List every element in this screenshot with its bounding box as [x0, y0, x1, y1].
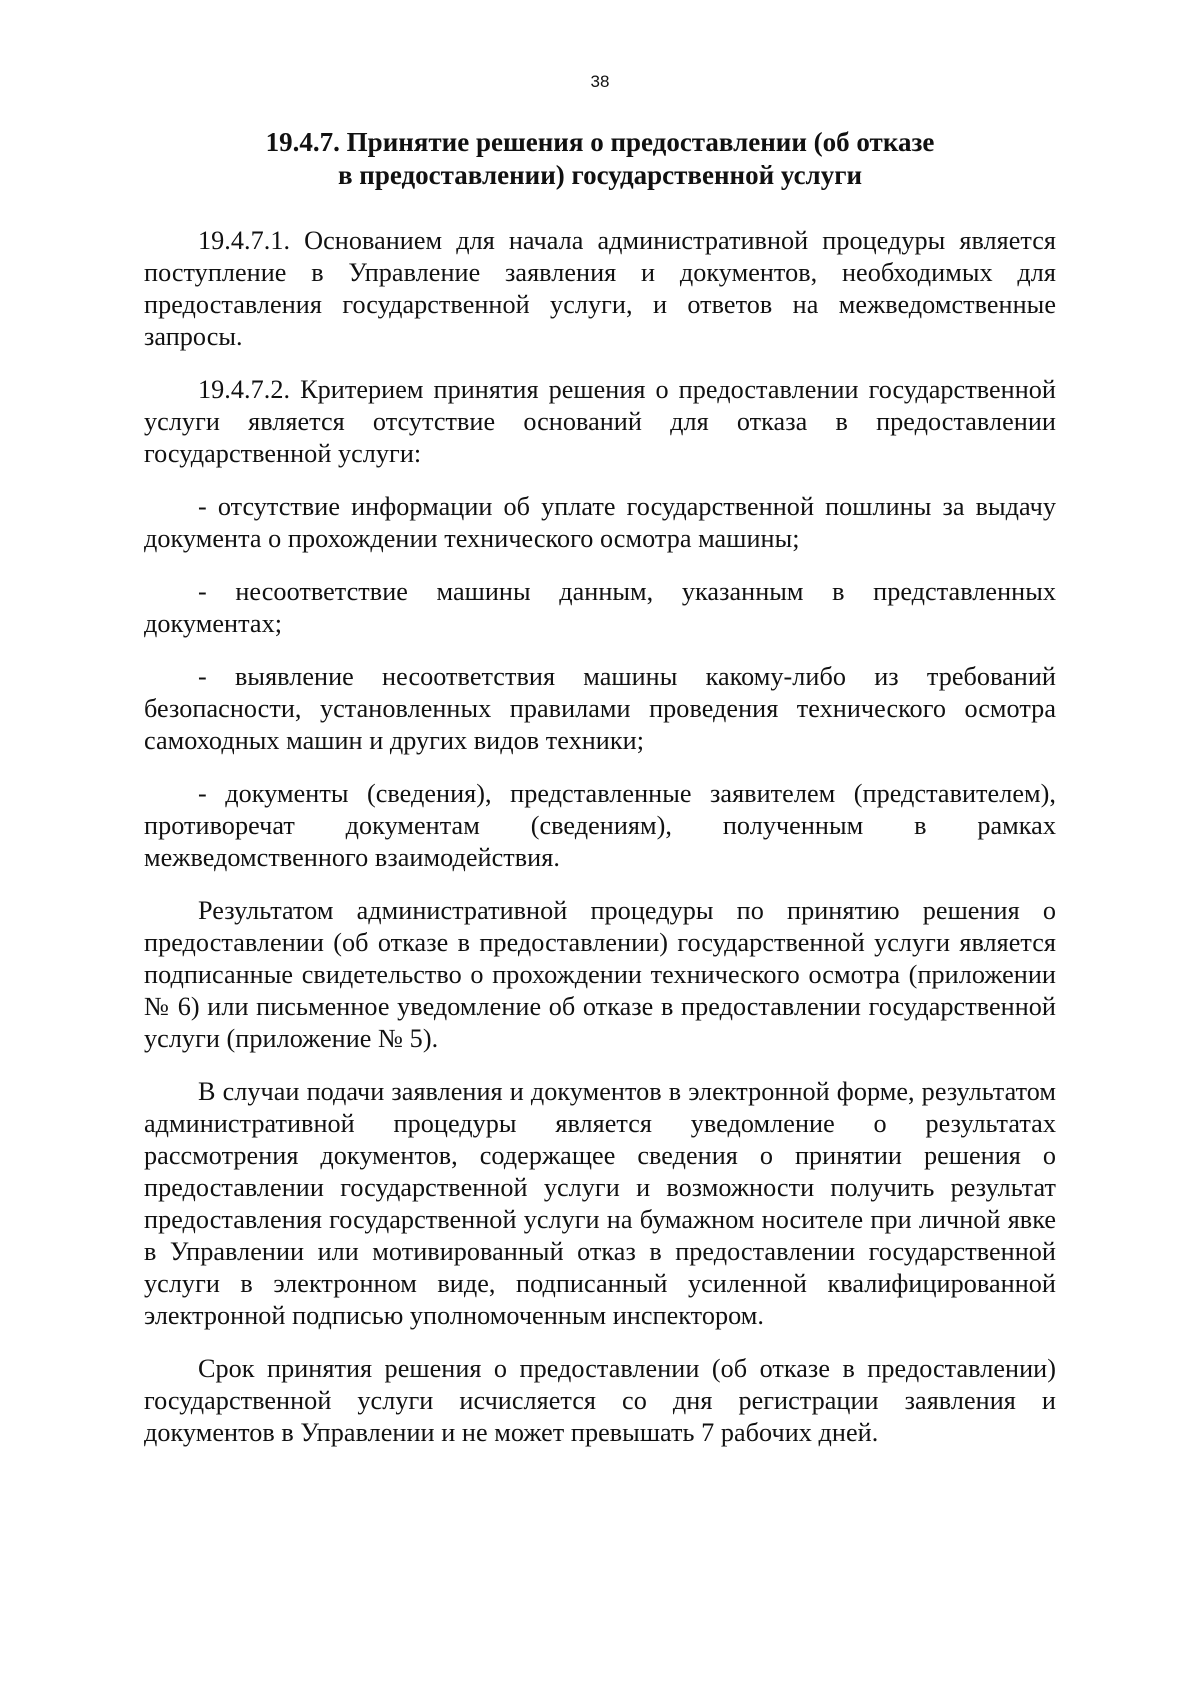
paragraph-criterion: 19.4.7.2. Критерием принятия решения о предоставлении государственной услуги является отсутствие оснований для отказа в предоставлении государственной услуги:	[144, 375, 1056, 468]
section-title-line-2: в предоставлении) государственной услуги	[337, 160, 863, 190]
paragraph-result: Результатом административной процедуры по принятию решения о предоставлении (об отказе в предоставлении) государственной услуги является подписанные свидетельство о прохождении технического осмотра (приложении № 6) или письменное уведомление об отказе в предоставлении государственной услуги (приложение № 5).	[144, 896, 1056, 1053]
page-number: 38	[590, 72, 610, 91]
list-item-document-contradiction: - документы (сведения), представленные заявителем (представителем), противоречат документам (сведениям), полученным в рамках межведомственного взаимодействия.	[144, 779, 1056, 872]
paragraph-electronic-form: В случаи подачи заявления и документов в электронной форме, результатом административной процедуры является уведомление о результатах рассмотрения документов, содержащее сведения о принятии решения о предоставлении государственной услуги и возможности получить результат предоставления государственной услуги на бумажном носителе при личной явке в Управлении или мотивированный отказ в предоставлении государственной услуги в электронном виде, подписанный усиленной квалифицированной электронной подписью уполномоченным инспектором.	[144, 1077, 1056, 1330]
list-item-safety-noncompliance: - выявление несоответствия машины какому-либо из требований безопасности, установленных правилами проведения технического осмотра самоходных машин и других видов техники;	[144, 662, 1056, 755]
section-title	[144, 126, 1056, 192]
paragraph-basis: 19.4.7.1. Основанием для начала административной процедуры является поступление в Управление заявления и документов, необходимых для предоставления государственной услуги, и ответов на межведомственные запросы.	[144, 226, 1056, 351]
section-title-line-1: 19.4.7. Принятие решения о предоставлении (об отказе	[265, 127, 935, 157]
list-item-no-fee-info: - отсутствие информации об уплате государственной пошлины за выдачу документа о прохождении технического осмотра машины;	[144, 492, 1056, 553]
paragraph-deadline: Срок принятия решения о предоставлении (об отказе в предоставлении) государственной услуги исчисляется со дня регистрации заявления и документов в Управлении и не может превышать 7 рабочих дней.	[144, 1354, 1056, 1447]
list-item-machine-mismatch: - несоответствие машины данным, указанным в представленных документах;	[144, 577, 1056, 638]
